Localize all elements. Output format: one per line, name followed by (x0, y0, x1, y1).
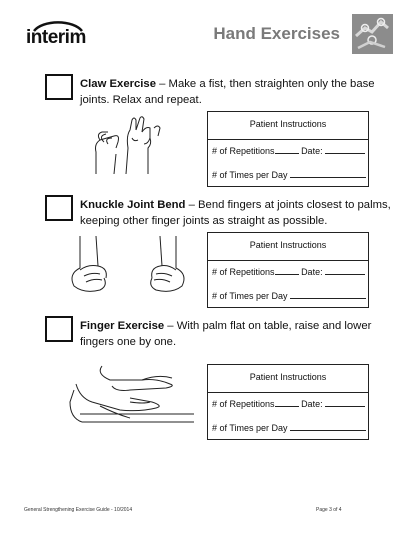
exercise-description-claw (80, 76, 392, 108)
exercise-text: – With palm flat on table, raise and lower fingers one by one. (80, 320, 372, 348)
page-title: Hand Exercises (213, 24, 340, 43)
patient-instructions-title: Patient Instructions (249, 119, 327, 129)
exercise-name: Claw Exercise (80, 78, 156, 90)
times-per-day-row (212, 423, 366, 433)
interim-logo (26, 18, 86, 54)
divider (208, 392, 368, 393)
repetitions-label: # of Repetitions (212, 267, 275, 277)
times-per-day-field[interactable] (290, 423, 366, 431)
repetitions-row (212, 399, 365, 409)
repetitions-label: # of Repetitions (212, 399, 275, 409)
date-field[interactable] (325, 267, 365, 275)
repetitions-field[interactable] (275, 399, 299, 407)
hand-exercise-header-image (352, 14, 393, 54)
times-per-day-row (212, 291, 366, 301)
date-field[interactable] (325, 399, 365, 407)
date-label: Date: (301, 267, 323, 277)
exercise-description-finger (80, 318, 392, 350)
repetitions-field[interactable] (275, 267, 299, 275)
repetitions-row (212, 146, 365, 156)
exercise-text: – Make a fist, then straighten only the base joints. Relax and repeat. (80, 78, 375, 106)
patient-instructions-box (207, 232, 369, 308)
patient-instructions-title: Patient Instructions (249, 372, 327, 382)
patient-instructions-box (207, 111, 369, 187)
exercise-name: Finger Exercise (80, 320, 165, 332)
exercise-description-knuckle (80, 197, 392, 229)
times-per-day-label: # of Times per Day (212, 291, 288, 301)
exercise-text: – Bend fingers at joints closest to palms, keeping other finger joints as straight as possible. (80, 199, 391, 227)
footer-guide-label: General Strengthening Exercise Guide - 10/2014 (24, 507, 133, 513)
date-label: Date: (301, 399, 323, 409)
date-label: Date: (301, 146, 323, 156)
hand-figure-icon (352, 14, 393, 54)
patient-instructions-title: Patient Instructions (249, 240, 327, 250)
divider (208, 139, 368, 140)
footer-page-number: Page 3 of 4 (316, 507, 342, 513)
divider (208, 260, 368, 261)
exercise-checkbox-claw[interactable] (45, 74, 73, 100)
exercise-checkbox-knuckle[interactable] (45, 195, 73, 221)
times-per-day-label: # of Times per Day (212, 170, 288, 180)
claw-hands-illustration (86, 114, 164, 176)
knuckle-bend-hands-illustration (64, 234, 194, 296)
times-per-day-label: # of Times per Day (212, 423, 288, 433)
exercise-checkbox-finger[interactable] (45, 316, 73, 342)
times-per-day-row (212, 170, 366, 180)
repetitions-field[interactable] (275, 146, 299, 154)
repetitions-label: # of Repetitions (212, 146, 275, 156)
times-per-day-field[interactable] (290, 170, 366, 178)
logo-text: interim (26, 27, 86, 48)
patient-instructions-box (207, 364, 369, 440)
repetitions-row (212, 267, 365, 277)
times-per-day-field[interactable] (290, 291, 366, 299)
date-field[interactable] (325, 146, 365, 154)
exercise-name: Knuckle Joint Bend (80, 199, 186, 211)
finger-exercise-illustration (70, 362, 194, 434)
